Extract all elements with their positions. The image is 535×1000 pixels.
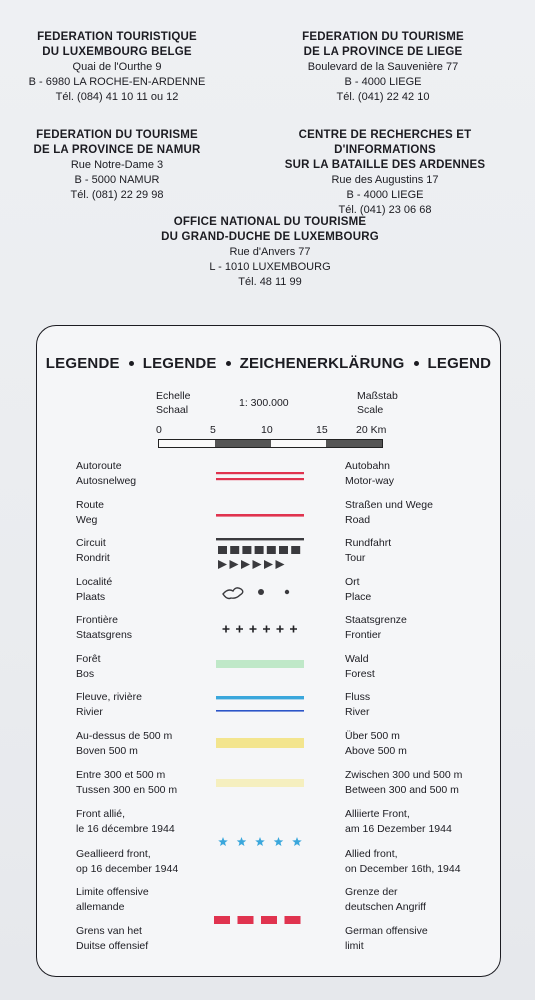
tour-square (279, 546, 288, 554)
legend-label-fr: Forêt (76, 653, 101, 665)
frontier-cross (223, 626, 230, 633)
tour-triangle (218, 560, 227, 569)
tour-triangle (276, 560, 285, 569)
legend-label-fr: Au-dessus de 500 m (76, 730, 173, 742)
river-symbol (216, 696, 304, 712)
address-phone: Tél. (041) 23 06 68 (338, 204, 432, 216)
allied-front-star (218, 837, 228, 846)
address-name-line2: DU LUXEMBOURG BELGE (42, 46, 192, 58)
allied-front-symbol (218, 837, 302, 846)
scale-tick-15: 15 (316, 424, 328, 436)
legend-label-en: Frontier (345, 629, 382, 641)
legend-label-fr: Entre 300 et 500 m (76, 769, 166, 781)
legend-label-fr: allemande (76, 901, 125, 913)
tour-square (218, 546, 227, 554)
address-city: B - 5000 NAMUR (74, 174, 160, 186)
frontier-cross (263, 626, 270, 633)
allied-front-star (237, 837, 247, 846)
legend-title-de: ZEICHENERKLÄRUNG (239, 355, 405, 372)
legend-label-de: Alliierte Front, (345, 808, 410, 820)
scale-label-en: Scale (357, 404, 384, 416)
place-symbol (223, 588, 289, 599)
legend-box (36, 325, 501, 977)
scale-label-fr: Echelle (156, 390, 191, 402)
frontier-cross (290, 626, 297, 633)
scale-label-de: Maßstab (357, 390, 398, 402)
legend-label-en: Allied front, (345, 848, 398, 860)
legend-title-en: LEGEND (427, 355, 492, 372)
tour-triangle (241, 560, 250, 569)
legend-label-de: Autobahn (345, 460, 390, 472)
address-block-liege (283, 30, 483, 105)
address-city: B - 4000 LIEGE (344, 76, 422, 88)
legend-label-en: Forest (345, 668, 375, 680)
frontier-symbol (223, 626, 298, 633)
legend-label-fr: Limite offensive (76, 886, 149, 898)
legend-label-fr: Route (76, 499, 105, 511)
legend-label-en: River (345, 706, 370, 718)
address-name-line2: DE LA PROVINCE DE LIEGE (303, 46, 463, 58)
legend-label-nl: Autosnelweg (76, 475, 137, 487)
german-limit-dash (285, 916, 301, 924)
tour-square (255, 546, 264, 554)
legend-label-de: Wald (345, 653, 369, 665)
legend-label-nl: Tussen 300 en 500 m (76, 784, 178, 796)
german-limit-dash (261, 916, 277, 924)
legend-label-en: Between 300 and 500 m (345, 784, 459, 796)
legend-label-de: Fluss (345, 691, 371, 703)
scale-label-nl: Schaal (156, 404, 189, 416)
between-300-500m-symbol (216, 779, 304, 787)
legend-label-fr: Autoroute (76, 460, 122, 472)
legend-label-nl: Rivier (76, 706, 103, 718)
legend-label-de: Über 500 m (345, 730, 400, 742)
frontier-cross (277, 626, 284, 633)
allied-front-star (274, 837, 284, 846)
address-name-line1: OFFICE NATIONAL DU TOURISME (173, 216, 367, 228)
german-limit-dash (238, 916, 254, 924)
address-phone: Tél. (084) 41 10 11 ou 12 (55, 91, 179, 103)
legend-label-nl: Grens van het (76, 925, 142, 937)
legend-label-de: Zwischen 300 und 500 m (345, 769, 463, 781)
address-name-line1: FEDERATION TOURISTIQUE (37, 31, 197, 43)
legend-label-en: on December 16th, 1944 (345, 863, 461, 875)
address-street: Rue Notre-Dame 3 (70, 159, 164, 171)
forest-symbol (216, 660, 304, 668)
legend-label-en: Above 500 m (345, 745, 407, 757)
motorway-symbol (216, 472, 304, 480)
address-phone: Tél. (041) 22 42 10 (336, 91, 430, 103)
address-block-namur (22, 128, 212, 203)
legend-label-fr: Localité (76, 576, 113, 588)
address-street: Rue des Augustins 17 (331, 174, 439, 186)
legend-label-nl: Bos (76, 668, 95, 680)
scale-tick-5: 5 (210, 424, 216, 436)
legend-label-en: Tour (345, 552, 366, 564)
legend-label-de: Staatsgrenze (345, 614, 407, 626)
legend-label-nl: Weg (76, 514, 98, 526)
tour-square (230, 546, 239, 554)
legend-label-nl: Rondrit (76, 552, 110, 564)
frontier-cross (250, 626, 257, 633)
legend-label-de: Ort (345, 576, 360, 588)
legend-label-en: Road (345, 514, 371, 526)
scale-ratio: 1: 300.000 (239, 397, 289, 409)
legend-label-nl: op 16 december 1944 (76, 863, 179, 875)
scale-tick-10: 10 (261, 424, 273, 436)
address-name-line1: FEDERATION DU TOURISME (302, 31, 464, 43)
legend-label-nl: Boven 500 m (76, 745, 138, 757)
legend-label-fr: Fleuve, rivière (76, 691, 142, 703)
tour-square (291, 546, 300, 554)
legend-label-de: am 16 Dezember 1944 (345, 823, 452, 835)
address-name-line2: DE LA PROVINCE DE NAMUR (33, 144, 201, 156)
legend-label-fr: Frontière (76, 614, 119, 626)
tour-symbol (216, 538, 304, 569)
tour-triangle (253, 560, 262, 569)
legend-label-en: German offensive (345, 925, 428, 937)
scale-tick-20-km: 20 Km (356, 424, 387, 436)
address-name-line2: DU GRAND-DUCHE DE LUXEMBOURG (161, 231, 379, 243)
legend-label-en: Motor-way (345, 475, 395, 487)
allied-front-star (292, 837, 302, 846)
above-500m-symbol (216, 738, 304, 748)
scale-tick-0: 0 (156, 424, 162, 436)
address-block-bataille-ardennes (250, 128, 520, 218)
address-phone: Tél. (081) 22 29 98 (70, 189, 164, 201)
legend-symbols (37, 326, 500, 976)
legend-label-nl: Geallieerd front, (76, 848, 151, 860)
tour-triangle (264, 560, 273, 569)
legend-label-fr: Front allié, (76, 808, 126, 820)
address-phone: Tél. 48 11 99 (238, 276, 302, 288)
legend-label-en: Place (345, 591, 372, 603)
address-name-line1: FEDERATION DU TOURISME (36, 129, 198, 141)
road-symbol (216, 514, 304, 517)
legend-label-de: Grenze der (345, 886, 398, 898)
address-name-line2: SUR LA BATAILLE DES ARDENNES (284, 159, 486, 171)
allied-front-star (255, 837, 265, 846)
address-block-luxembourg-belge (22, 30, 212, 105)
legend-title-fr: LEGENDE (45, 355, 120, 372)
tour-triangle (230, 560, 239, 569)
legend-label-fr: le 16 décembre 1944 (76, 823, 175, 835)
frontier-cross (236, 626, 243, 633)
address-city: B - 4000 LIEGE (346, 189, 424, 201)
address-street: Boulevard de la Sauvenière 77 (307, 61, 459, 73)
legend-label-nl: Staatsgrens (76, 629, 133, 641)
address-name-line1: CENTRE DE RECHERCHES ET D'INFORMATIONS (298, 129, 472, 156)
address-street: Quai de l'Ourthe 9 (72, 61, 162, 73)
legend-label-fr: Circuit (76, 537, 106, 549)
tour-square (267, 546, 276, 554)
legend-title-nl: LEGENDE (142, 355, 217, 372)
legend-label-de: Straßen und Wege (345, 499, 433, 511)
tour-square (242, 546, 251, 554)
legend-label-nl: Plaats (76, 591, 106, 603)
address-city: B - 6980 LA ROCHE-EN-ARDENNE (28, 76, 206, 88)
german-limit-dash (214, 916, 230, 924)
legend-label-en: limit (345, 940, 364, 952)
legend-label-nl: Duitse offensief (76, 940, 149, 952)
address-city: L - 1010 LUXEMBOURG (209, 261, 331, 273)
legend-label-de: Rundfahrt (345, 537, 392, 549)
address-block-luxembourg-grand-duche (150, 215, 390, 290)
legend-label-de: deutschen Angriff (345, 901, 426, 913)
german-offensive-limit-symbol (214, 916, 301, 924)
address-street: Rue d'Anvers 77 (229, 246, 311, 258)
